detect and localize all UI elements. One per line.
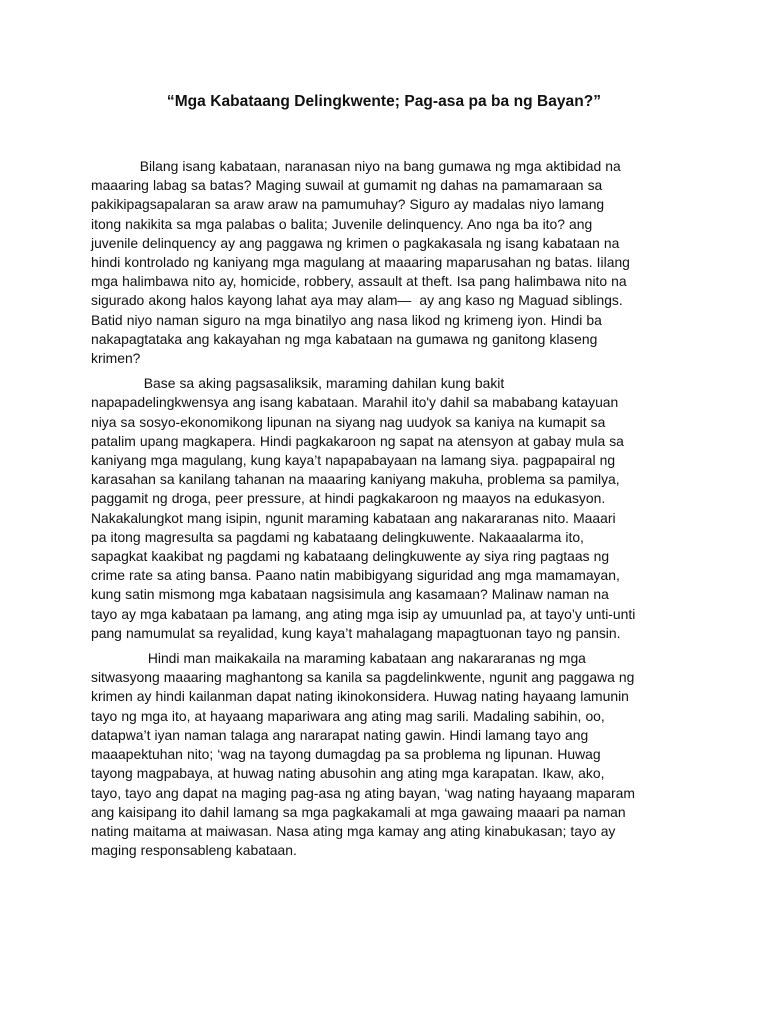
paragraph-1 [91, 157, 686, 368]
paragraph-line: tayo ng mga ito, at hayaang mapariwara ang ating mag sarili. Madaling sabihin, oo, [91, 707, 605, 724]
paragraph-line: sapagkat kaakibat ng pagdami ng kabataang delingkuwente ay siya ring pagtaas ng [91, 548, 610, 565]
paragraph-3 [91, 649, 686, 860]
paragraph-line: kung satin mismong mga kabataan nagsisimula ang kasamaan? Malinaw naman na [91, 586, 609, 603]
paragraph-line: sigurado akong halos kayong lahat aya may alam— ay ang kaso ng Maguad siblings. [91, 292, 623, 309]
paragraph-line: sitwasyong maaaring maghantong sa kanila sa pagdelinkwente, ngunit ang paggawa ng [91, 669, 635, 686]
paragraph-line: kaniyang mga magulang, kung kaya’t napapabayaan na lamang siya. pagpapairal ng [91, 452, 616, 469]
document-title: “Mga Kabataang Delingkwente; Pag-asa pa ba ng Bayan?” [166, 93, 602, 110]
paragraph-line: datapwa’t iyan naman talaga ang nararapat nating gawin. Hindi lamang tayo ang [91, 726, 589, 743]
paragraph-line: patalim upang magkapera. Hindi pagkakaroon ng sapat na atensyon at gabay mula sa [91, 432, 624, 449]
paragraph-line: pa itong magresulta sa pagdami ng kabataang delingkuwente. Nakaaalarma ito, [91, 528, 584, 545]
paragraph-line: itong nakikita sa mga palabas o balita; Juvenile delinquency. Ano nga ba ito? ang [91, 215, 593, 232]
paragraph-line: mga halimbawa nito ay, homicide, robbery, assault at theft. Isa pang halimbawa nito na [91, 273, 627, 290]
paragraph-line: Nakakalungkot mang isipin, ngunit maraming kabataan ang nakararanas nito. Maaari [91, 509, 616, 526]
paragraph-line: krimen ay hindi kailanman dapat nating ikinokonsidera. Huwag nating hayaang lamunin [91, 688, 629, 705]
paragraph-line: nakapagtataka ang kakayahan ng mga kabataan na gumawa ng ganitong klaseng [91, 330, 598, 347]
paragraph-line: maging responsableng kabataan. [91, 842, 297, 859]
paragraph-line: niya sa sosyo-ekonomikong lipunan na siyang nag uudyok sa kaniya na kumapit sa [91, 413, 606, 430]
paragraph-line: karasahan sa kanilang tahanan na maaaring kaniyang makuha, problema sa pamilya, [91, 471, 620, 488]
paragraph-2 [91, 374, 686, 643]
paragraph-line: hindi kontrolado ng kaniyang mga magulang at maaaring maparusahan ng batas. Iilang [91, 254, 630, 271]
document-body [91, 157, 686, 866]
paragraph-line: Bilang isang kabataan, naranasan niyo na bang gumawa ng mga aktibidad na [91, 158, 621, 174]
paragraph-line: juvenile delinquency ay ang paggawa ng krimen o pagkakasala ng isang kabataan na [91, 234, 620, 251]
paragraph-line: pakikipagsapalaran sa araw araw na pamumuhay? Siguro ay madalas niyo lamang [91, 196, 605, 213]
paragraph-line: paggamit ng droga, peer pressure, at hindi pagkakaroon ng maayos na edukasyon. [91, 490, 606, 507]
paragraph-line: tayong magpabaya, at huwag nating abusohin ang ating mga karapatan. Ikaw, ako, [91, 765, 605, 782]
paragraph-line: crime rate sa ating bansa. Paano natin mabibigyang siguridad ang mga mamamayan, [91, 567, 620, 584]
paragraph-line: ang kaisipang ito dahil lamang sa mga pagkakamali at mga gawaing maaari pa naman [91, 803, 626, 820]
paragraph-line: krimen? [91, 350, 141, 367]
paragraph-line: maaaring labag sa batas? Maging suwail at gumamit ng dahas na pamamaraan sa [91, 177, 603, 194]
paragraph-line: pang namumulat sa reyalidad, kung kaya’t mahalagang mapagtuonan tayo ng pansin. [91, 624, 621, 641]
paragraph-line: Hindi man maikakaila na maraming kabataan ang nakararanas ng mga [91, 650, 586, 667]
paragraph-line: napapadelingkwensya ang isang kabataan. Marahil ito'y dahil sa mababang katayuan [91, 394, 619, 411]
paragraph-line: maaapektuhan nito; ‘wag na tayong dumagdag pa sa problema ng lipunan. Huwag [91, 746, 601, 763]
paragraph-line: Base sa aking pagsasaliksik, maraming dahilan kung bakit [91, 375, 505, 392]
paragraph-line: nating maitama at maiwasan. Nasa ating mga kamay ang ating kinabukasan; tayo ay [91, 822, 616, 839]
paragraph-line: tayo, tayo ang dapat na maging pag-asa ng ating bayan, ‘wag nating hayaang maparam [91, 784, 635, 801]
paragraph-line: Batid niyo naman siguro na mga binatilyo ang nasa likod ng krimeng iyon. Hindi ba [91, 311, 602, 328]
paragraph-line: tayo ay mga kabataan pa lamang, ang ating mga isip ay umuunlad pa, at tayo’y unti-unti [91, 605, 636, 622]
